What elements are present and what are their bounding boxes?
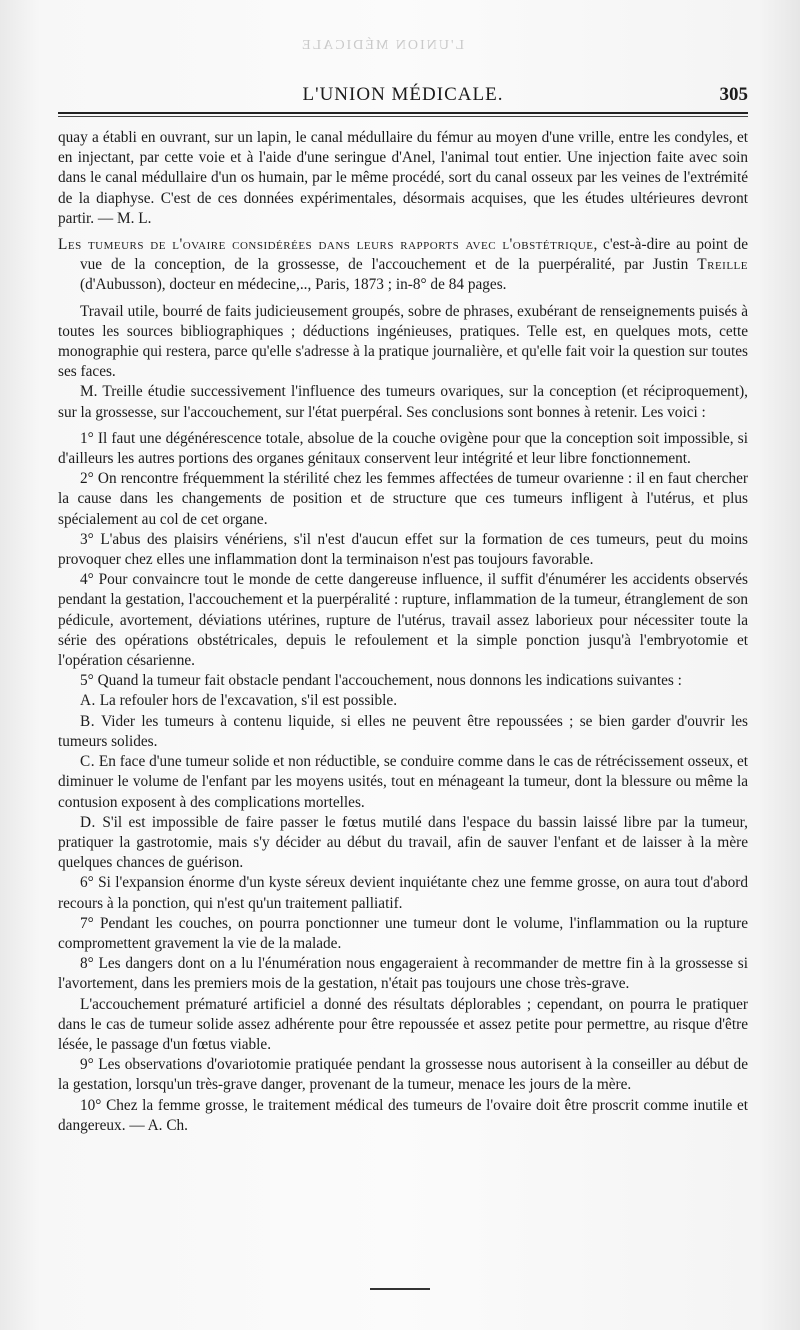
conclusion-8: 8° Les dangers dont on a lu l'énumération nous engageraient à recommander de mettre fin à la grossesse si l'avortement, dans les premiers mois de la gestation, n'était pas toujours une chose très-grave. xyxy=(58,955,748,993)
book-details-2: (d'Aubusson), docteur en médecine,.., Paris, 1873 ; in-8° de 84 pages. xyxy=(80,276,507,294)
sub-item-c: C. En face d'une tumeur solide et non réductible, se conduire comme dans le cas de rétrécissement osseux, et diminuer le volume de l'enfant par les moyens usités, tout en ménageant la tumeur, dont la blessure ou même la contusion exposent à des complications mortelles. xyxy=(58,753,748,811)
conclusion-3: 3° L'abus des plaisirs vénériens, s'il n'est d'aucun effet sur la formation de ces tumeurs, peut du moins provoquer chez elles une inflammation dont la terminaison n'est pas toujours favorable. xyxy=(58,530,748,569)
sub-item-a: A. La refouler hors de l'excavation, s'il est possible. xyxy=(80,692,398,710)
conclusion-7: 7° Pendant les couches, on pourra ponctionner une tumeur dont le volume, l'inflammation ou la rupture compromettent gravement la vie de la malade. xyxy=(58,914,748,952)
sub-item-d: D. S'il est impossible de faire passer le fœtus mutilé dans l'espace du bassin laissé libre par la tumeur, pratiquer la gastrotomie, mais s'y décider au début du travail, afin de sauver l'enfant et de laisser à la mère quelques chances de guérison. xyxy=(58,813,748,872)
end-rule xyxy=(370,1288,430,1290)
book-notice xyxy=(58,235,748,296)
paragraph-treille: M. Treille étudie successivement l'influence des tumeurs ovariques, sur la conception (et réciproquement), sur la grossesse, sur l'accouchement, sur l'état puerpéral. Ses conclusions sont bonnes à retenir. Les voici : xyxy=(58,383,748,421)
header-rule xyxy=(58,112,748,114)
page-number: 305 xyxy=(719,84,748,105)
page-header xyxy=(58,84,748,108)
sub-item-b: B. Vider les tumeurs à contenu liquide, si elles ne peuvent être repoussées ; se bien garder d'ouvrir les tumeurs solides. xyxy=(58,712,748,750)
paragraph-premature-delivery: L'accouchement prématuré artificiel a donné des résultats déplorables ; cependant, on pourra le pratiquer dans le cas de tumeur solide assez adhérente pour être repoussée et assez petite pour permettre, au risque d'être lésée, le passage d'un fœtus viable. xyxy=(58,995,748,1053)
bleed-through-text: L'UNION MÉDICALE xyxy=(300,38,465,53)
book-details-1: , c'est-à-dire au point de vue de la conception, de la grossesse, de l'accouchement et de la puerpéralité, par Justin xyxy=(80,236,748,274)
book-title: Les tumeurs de l'ovaire considérées dans leurs rapports avec l'obstétrique xyxy=(58,236,594,254)
book-author: Treille xyxy=(697,256,748,274)
conclusion-9: 9° Les observations d'ovariotomie pratiquée pendant la grossesse nous autorisent à la conseiller au début de la gestation, lorsqu'un très-grave danger, provenant de la tumeur, menace les jours de la mère. xyxy=(58,1056,748,1094)
conclusion-4: 4° Pour convaincre tout le monde de cette dangereuse influence, il suffit d'énumérer les accidents observés pendant la gestation, l'accouchement et la puerpéralité : rupture, inflammation de la tumeur, étranglement de son pédicule, avortement, déviations utérines, rupture de l'utérus, travail assez laborieux pour nécessiter toute la série des opérations obstétricales, depuis le refoulement et la simple ponction jusqu'à l'embryotomie et l'opération césarienne. xyxy=(58,571,748,670)
paragraph-review: Travail utile, bourré de faits judicieusement groupés, sobre de phrases, exubérant de renseignements puisés à toutes les sources bibliographiques ; déductions ingénieuses, pratiques. Telle est, en quelques mots, cette monographie qui restera, parce qu'elle s'adresse à la pratique journalière, et qu'elle fait voir la question sur toutes ses faces. xyxy=(58,302,748,381)
paragraph-intro: quay a établi en ouvrant, sur un lapin, le canal médullaire du fémur au moyen d'une vrille, entre les condyles, et en injectant, par cette voie et à l'aide d'une seringue d'Anel, l'animal tout entier. Une injection faite avec soin dans le canal médullaire d'un os humain, par le même procédé, sort du canal osseux par les veines de l'extrémité de la diaphyse. C'est de ces données expérimentales, désormais acquises, que les études ultérieures devront partir. — M. L. xyxy=(58,129,748,227)
conclusion-6: 6° Si l'expansion énorme d'un kyste séreux devient inquiétante chez une femme grosse, on aura tout d'abord recours à la ponction, qui n'est qu'un traitement palliatif. xyxy=(58,874,748,912)
conclusion-10: 10° Chez la femme grosse, le traitement médical des tumeurs de l'ovaire doit être proscrit comme inutile et dangereux. — A. Ch. xyxy=(58,1096,748,1134)
conclusion-1: 1° Il faut une dégénérescence totale, absolue de la couche ovigène pour que la conception soit impossible, si d'ailleurs les autres portions des organes génitaux conservent leur intégrité et leur libre fonctionnement. xyxy=(58,429,748,468)
header-rule-thin xyxy=(58,116,748,117)
running-title: L'UNION MÉDICALE. xyxy=(302,84,504,105)
conclusion-5: 5° Quand la tumeur fait obstacle pendant l'accouchement, nous donnons les indications suivantes : xyxy=(80,672,682,690)
conclusion-2: 2° On rencontre fréquemment la stérilité chez les femmes affectées de tumeur ovarienne : il en faut chercher la cause dans les changements de position et de structure que ces tumeurs infligent à l'utérus, et plus spécialement au col de cet organe. xyxy=(58,470,748,528)
article-body xyxy=(58,128,748,1136)
